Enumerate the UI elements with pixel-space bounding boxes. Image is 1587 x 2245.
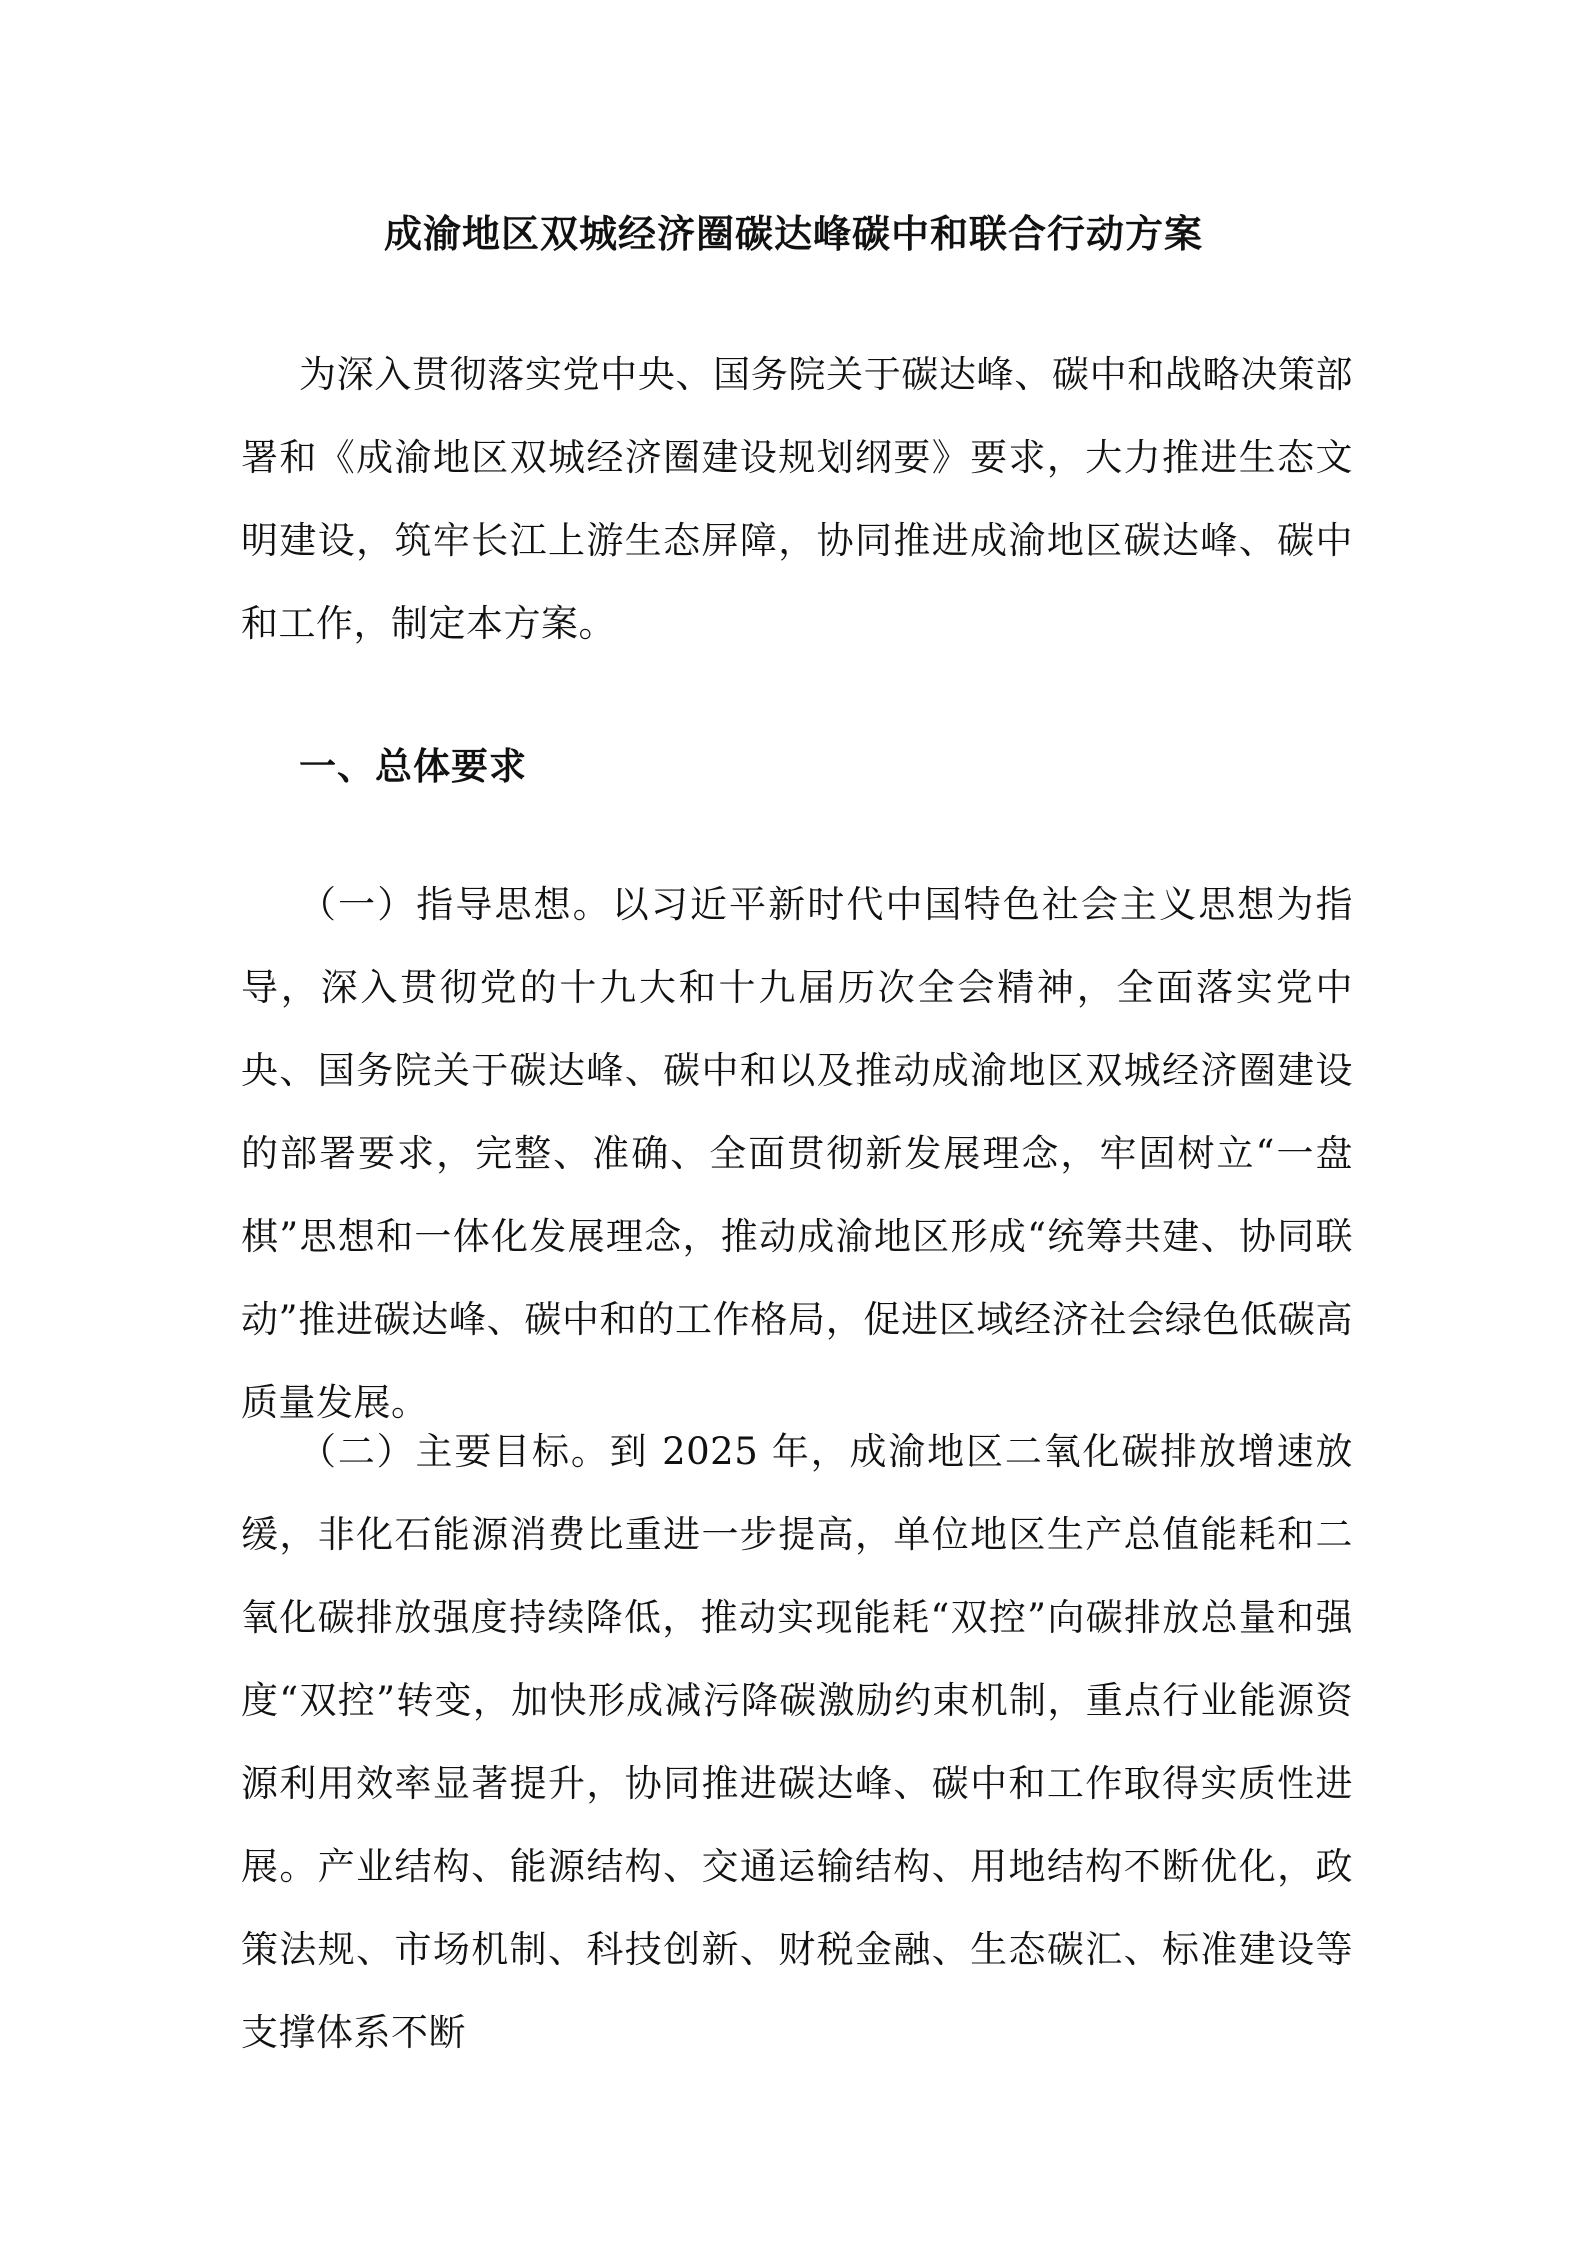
guiding-ideology-paragraph: （一）指导思想。以习近平新时代中国特色社会主义思想为指导，深入贯彻党的十九大和十九届历次全会精神，全面落实党中央、国务院关于碳达峰、碳中和以及推动成渝地区双城经济圈建设的部署要求，完整、准确、全面贯彻新发展理念，牢固树立“一盘棋”思想和一体化发展理念，推动成渝地区形成“统筹共建、协同联动”推进碳达峰、碳中和的工作格局，促进区域经济社会绿色低碳高质量发展。 bbox=[241, 883, 1353, 1424]
main-goals-paragraph: （二）主要目标。到 2025 年，成渝地区二氧化碳排放增速放缓，非化石能源消费比重进一步提高，单位地区生产总值能耗和二氧化碳排放强度持续降低，推动实现能耗“双控”向碳排放总量和强度“双控”转变，加快形成减污降碳激励约束机制，重点行业能源资源利用效率显著提升，协同推进碳达峰、碳中和工作取得实质性进展。产业结构、能源结构、交通运输结构、用地结构不断优化，政策法规、市场机制、科技创新、财税金融、生态碳汇、标准建设等支撑体系不断 bbox=[241, 1430, 1353, 2054]
document-title: 成渝地区双城经济圈碳达峰碳中和联合行动方案 bbox=[383, 211, 1203, 256]
intro-paragraph: 为深入贯彻落实党中央、国务院关于碳达峰、碳中和战略决策部署和《成渝地区双城经济圈建设规划纲要》要求，大力推进生态文明建设，筑牢长江上游生态屏障，协同推进成渝地区碳达峰、碳中和工作，制定本方案。 bbox=[241, 353, 1353, 645]
section-heading-general-requirements: 一、总体要求 bbox=[299, 744, 527, 788]
